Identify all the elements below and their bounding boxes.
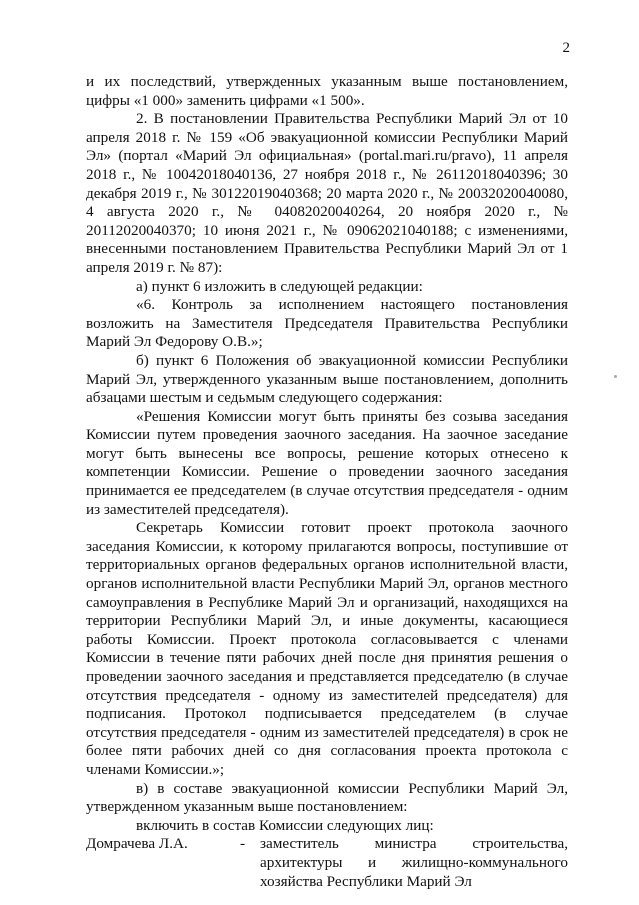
paragraph-9: включить в состав Комиссии следующих лиц: <box>136 816 434 834</box>
member-dash: - <box>240 835 246 853</box>
paragraph-4: «6. Контроль за исполнением настоящего постановления возложить на Заместителя Председателя Правительства Республики Марий Эл Федорову О.В.»; <box>86 296 568 351</box>
commission-member-row <box>86 835 568 891</box>
member-name: Домрачева Л.А. <box>86 835 188 853</box>
paragraph-6: «Решения Комиссии могут быть приняты без созыва заседания Комиссии путем проведения заочного заседания. На заочное заседание могут быть вынесены все вопросы, решение которых отнесено к компетенции Комиссии. Решение о проведении заочного заседания принимается ее председателем (в случае отсутствия председателя - одним из заместителей председателя). <box>86 407 568 518</box>
scan-speck <box>614 375 617 378</box>
paragraph-3: а) пункт 6 изложить в следующей редакции: <box>136 277 423 295</box>
member-position: заместитель министра строительства, архитектуры и жилищно-коммунального хозяйства Республики Марий Эл <box>260 835 568 890</box>
paragraph-1: и их последствий, утвержденных указанным выше постановлением, цифры «1 000» заменить цифрами «1 500». <box>86 73 568 109</box>
paragraph-2: 2. В постановлении Правительства Республики Марий Эл от 10 апреля 2018 г. № 159 «Об эвакуационной комиссии Республики Марий Эл» (портал «Марий Эл официальная» (portal.mari.ru/pravo), 11 апреля 2018 г., № 10042018040136, 27 ноября 2018 г., № 26112018040396; 30 декабря 2019 г., № 30122019040368; 20 марта 2020 г., № 20032020040080, 4 августа 2020 г., № 04082020040264, 20 ноября 2020 г., № 20112020040370; 10 июня 2021 г., № 09062021040188; с изменениями, внесенными постановлением Правительства Республики Марий Эл от 1 апреля 2019 г. № 87): <box>86 110 568 276</box>
page-number: 2 <box>562 40 570 56</box>
paragraph-5: б) пункт 6 Положения об эвакуационной комиссии Республики Марий Эл, утвержденного указанным выше постановлением, дополнить абзацами шестым и седьмым следующего содержания: <box>86 351 568 407</box>
paragraph-8: в) в составе эвакуационной комиссии Республики Марий Эл, утвержденном указанным выше постановлением: <box>86 779 568 816</box>
document-body <box>86 73 568 891</box>
paragraph-7: Секретарь Комиссии готовит проект протокола заочного заседания Комиссии, к которому прилагаются вопросы, поступившие от территориальных органов федеральных органов исполнительной власти, органов исполнительной власти Республики Марий Эл, органов местного самоуправления в Республике Марий Эл и организаций, находящихся на территории Республики Марий Эл, и иные документы, касающиеся работы Комиссии. Проект протокола согласовывается с членами Комиссии в течение пяти рабочих дней после дня принятия решения о проведении заочного заседания и представляется председателю (в случае отсутствия председателя - одному из заместителей председателя) для подписания. Протокол подписывается председателем (в случае отсутствия председателя - одним из заместителей председателя) в срок не более пяти рабочих дней со дня согласования проекта протокола с членами Комиссии.»; <box>86 519 568 778</box>
